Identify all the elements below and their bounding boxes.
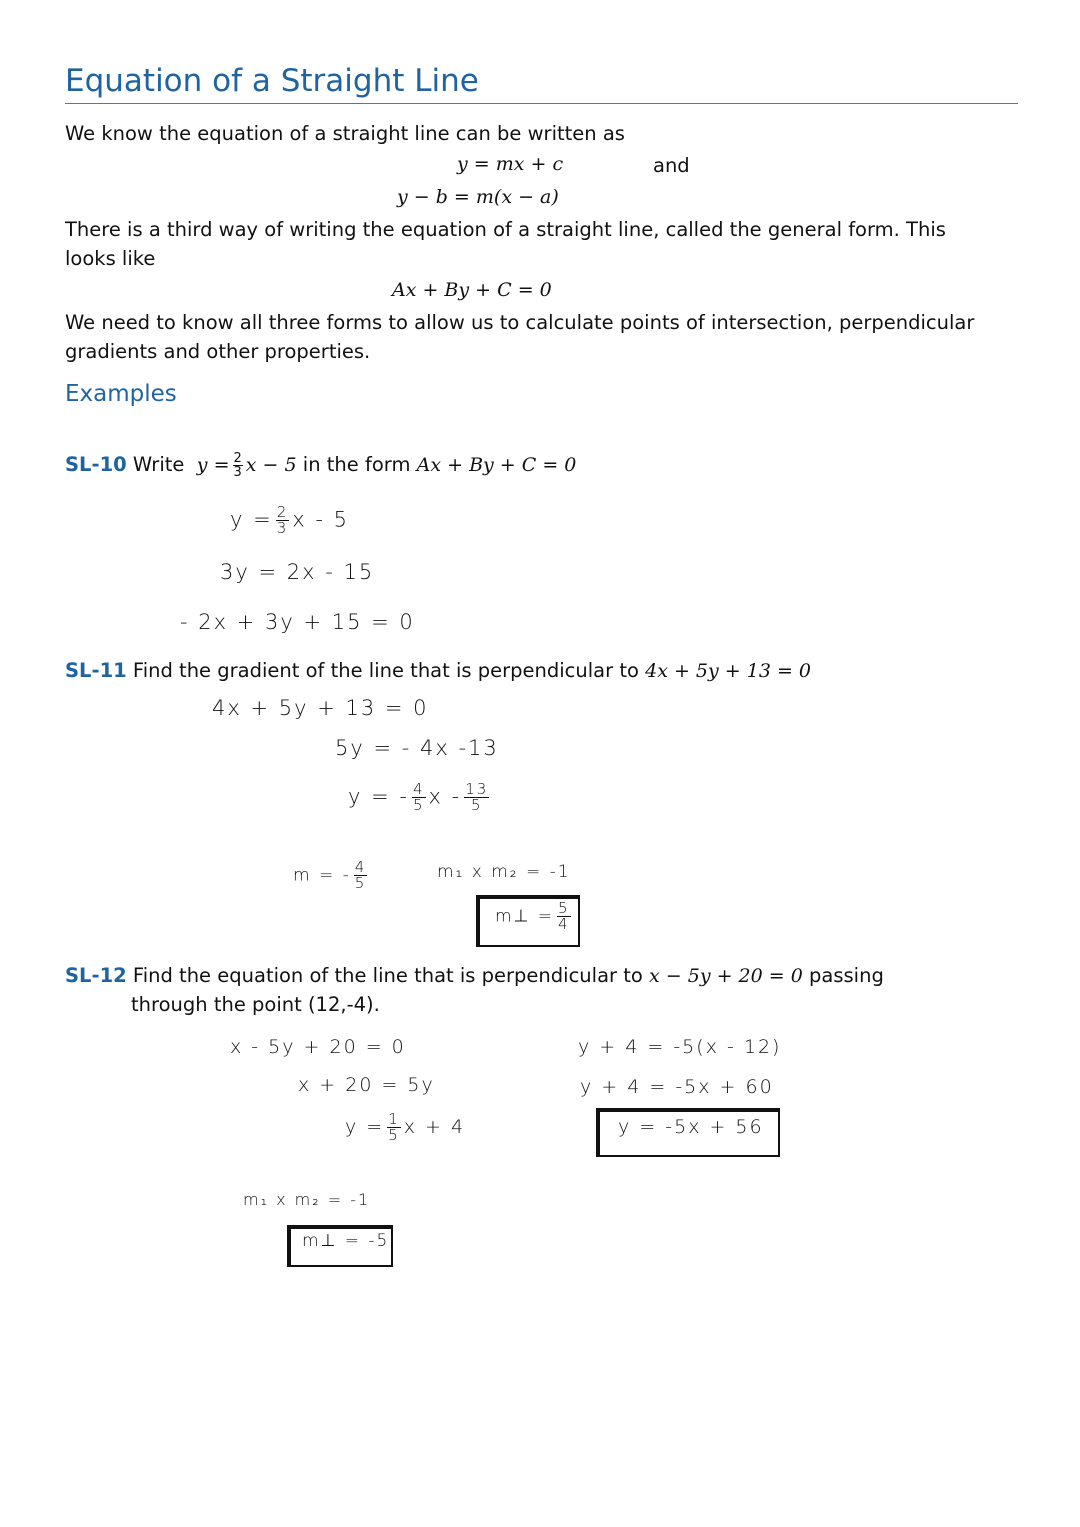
handwritten-line: 4x + 5y + 13 = 0 bbox=[212, 696, 429, 720]
handwritten-product-rule: m₁ x m₂ = -1 bbox=[437, 862, 571, 882]
equation-slope-intercept: y = mx + c bbox=[457, 153, 564, 175]
and-text: and bbox=[653, 154, 690, 177]
equation-part: y = bbox=[196, 454, 230, 476]
example-sl11-question bbox=[65, 656, 811, 686]
handwritten-line: y + 4 = -5(x - 12) bbox=[578, 1036, 782, 1058]
question-text: in the form bbox=[302, 453, 411, 476]
question-text: Find the gradient of the line that is perpendicular to bbox=[132, 659, 639, 682]
handwritten-line: y + 4 = -5x + 60 bbox=[580, 1076, 774, 1098]
paragraph-text: There is a third way of writing the equation of a straight line, called the general form. This bbox=[65, 218, 946, 241]
example-label: SL-11 bbox=[65, 659, 127, 682]
handwritten-product-rule: m₁ x m₂ = -1 bbox=[243, 1190, 371, 1209]
example-sl10-question bbox=[65, 450, 576, 480]
handwritten-answer: m⊥ = -5 bbox=[302, 1231, 390, 1251]
handwritten-line: x + 20 = 5y bbox=[298, 1074, 435, 1096]
handwritten-final-answer: y = -5x + 56 bbox=[618, 1116, 764, 1138]
question-text: Find the equation of the line that is perpendicular to bbox=[132, 964, 643, 987]
paragraph-text: gradients and other properties. bbox=[65, 340, 371, 363]
handwritten-gradient: m = - $\frac{4}{5}$ bbox=[293, 858, 367, 892]
example-label: SL-10 bbox=[65, 453, 127, 476]
handwritten-line: - 2x + 3y + 15 = 0 bbox=[180, 610, 415, 634]
equation-point-slope: y − b = m(x − a) bbox=[397, 186, 559, 208]
equation-part: 4x + 5y + 13 = 0 bbox=[645, 660, 812, 682]
equation-part: x − 5 bbox=[245, 454, 297, 476]
handwritten-answer: m⊥ = $\frac{5}{4}$ bbox=[495, 899, 570, 933]
equation-part: Ax + By + C = 0 bbox=[416, 454, 577, 476]
equation-general-form: Ax + By + C = 0 bbox=[392, 279, 552, 301]
page-title: Equation of a Straight Line bbox=[65, 63, 479, 99]
equation-part: x − 5y + 20 = 0 bbox=[649, 965, 803, 987]
question-text: passing bbox=[809, 964, 884, 987]
title-underline bbox=[65, 103, 1018, 104]
handwritten-line: x - 5y + 20 = 0 bbox=[230, 1036, 406, 1058]
handwritten-line: 3y = 2x - 15 bbox=[220, 560, 375, 584]
question-text: Write bbox=[132, 453, 185, 476]
paragraph-text: We need to know all three forms to allow us to calculate points of intersection, perpendicular bbox=[65, 311, 975, 334]
handwritten-line: y = - $\frac{4}{5}$ x - $\frac{13}{5}$ bbox=[348, 780, 489, 814]
question-text: through the point (12,-4). bbox=[131, 993, 380, 1016]
paragraph-text: looks like bbox=[65, 247, 156, 270]
example-sl12-question bbox=[65, 961, 884, 991]
handwritten-line: y = $\frac{1}{5}$ x + 4 bbox=[345, 1110, 466, 1144]
intro-text: We know the equation of a straight line can be written as bbox=[65, 122, 625, 145]
handwritten-line: 5y = - 4x -13 bbox=[335, 736, 499, 760]
handwritten-line: y = $\frac{2}{3}$ x - 5 bbox=[230, 503, 349, 537]
example-label: SL-12 bbox=[65, 964, 127, 987]
fraction: $\frac{2}{3}$ bbox=[233, 451, 242, 480]
examples-heading: Examples bbox=[65, 381, 177, 407]
